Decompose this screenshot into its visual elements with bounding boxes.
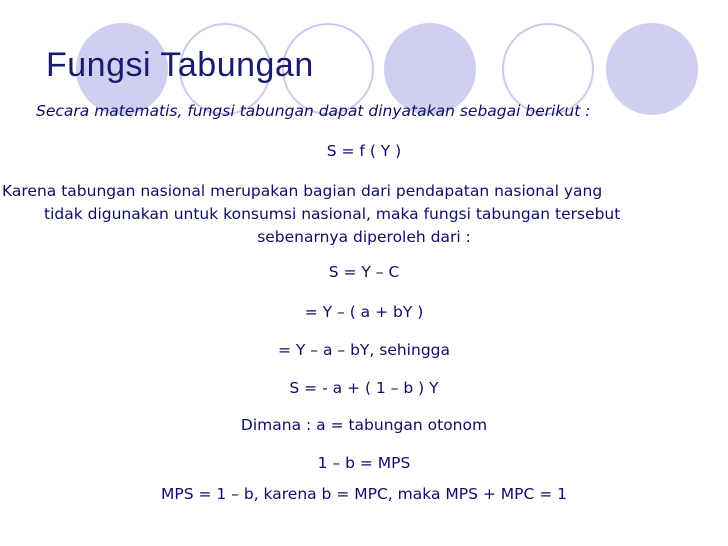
- formula-line: 1 – b = MPS: [317, 454, 411, 472]
- paragraph-line: tidak digunakan untuk konsumsi nasional, maka fungsi tabungan tersebut: [44, 205, 621, 223]
- formula-line: Dimana : a = tabungan otonom: [240, 416, 488, 434]
- formula-line: MPS = 1 – b, karena b = MPC, maka MPS + MPC = 1: [160, 485, 568, 503]
- formula-line: S = Y – C: [328, 263, 400, 281]
- slide-title: Fungsi Tabungan: [46, 46, 314, 84]
- paragraph-line: Karena tabungan nasional merupakan bagian dari pendapatan nasional yang: [2, 182, 603, 200]
- explanation-paragraph: [0, 180, 728, 249]
- formula-line: = Y – ( a + bY ): [304, 303, 424, 321]
- formula-basic: S = f ( Y ): [326, 142, 402, 160]
- paragraph-line: sebenarnya diperoleh dari :: [257, 228, 471, 246]
- formula-line: = Y – a – bY, sehingga: [278, 341, 450, 359]
- formula-line: S = - a + ( 1 – b ) Y: [289, 379, 439, 397]
- intro-text: Secara matematis, fungsi tabungan dapat dinyatakan sebagai berikut :: [36, 102, 591, 120]
